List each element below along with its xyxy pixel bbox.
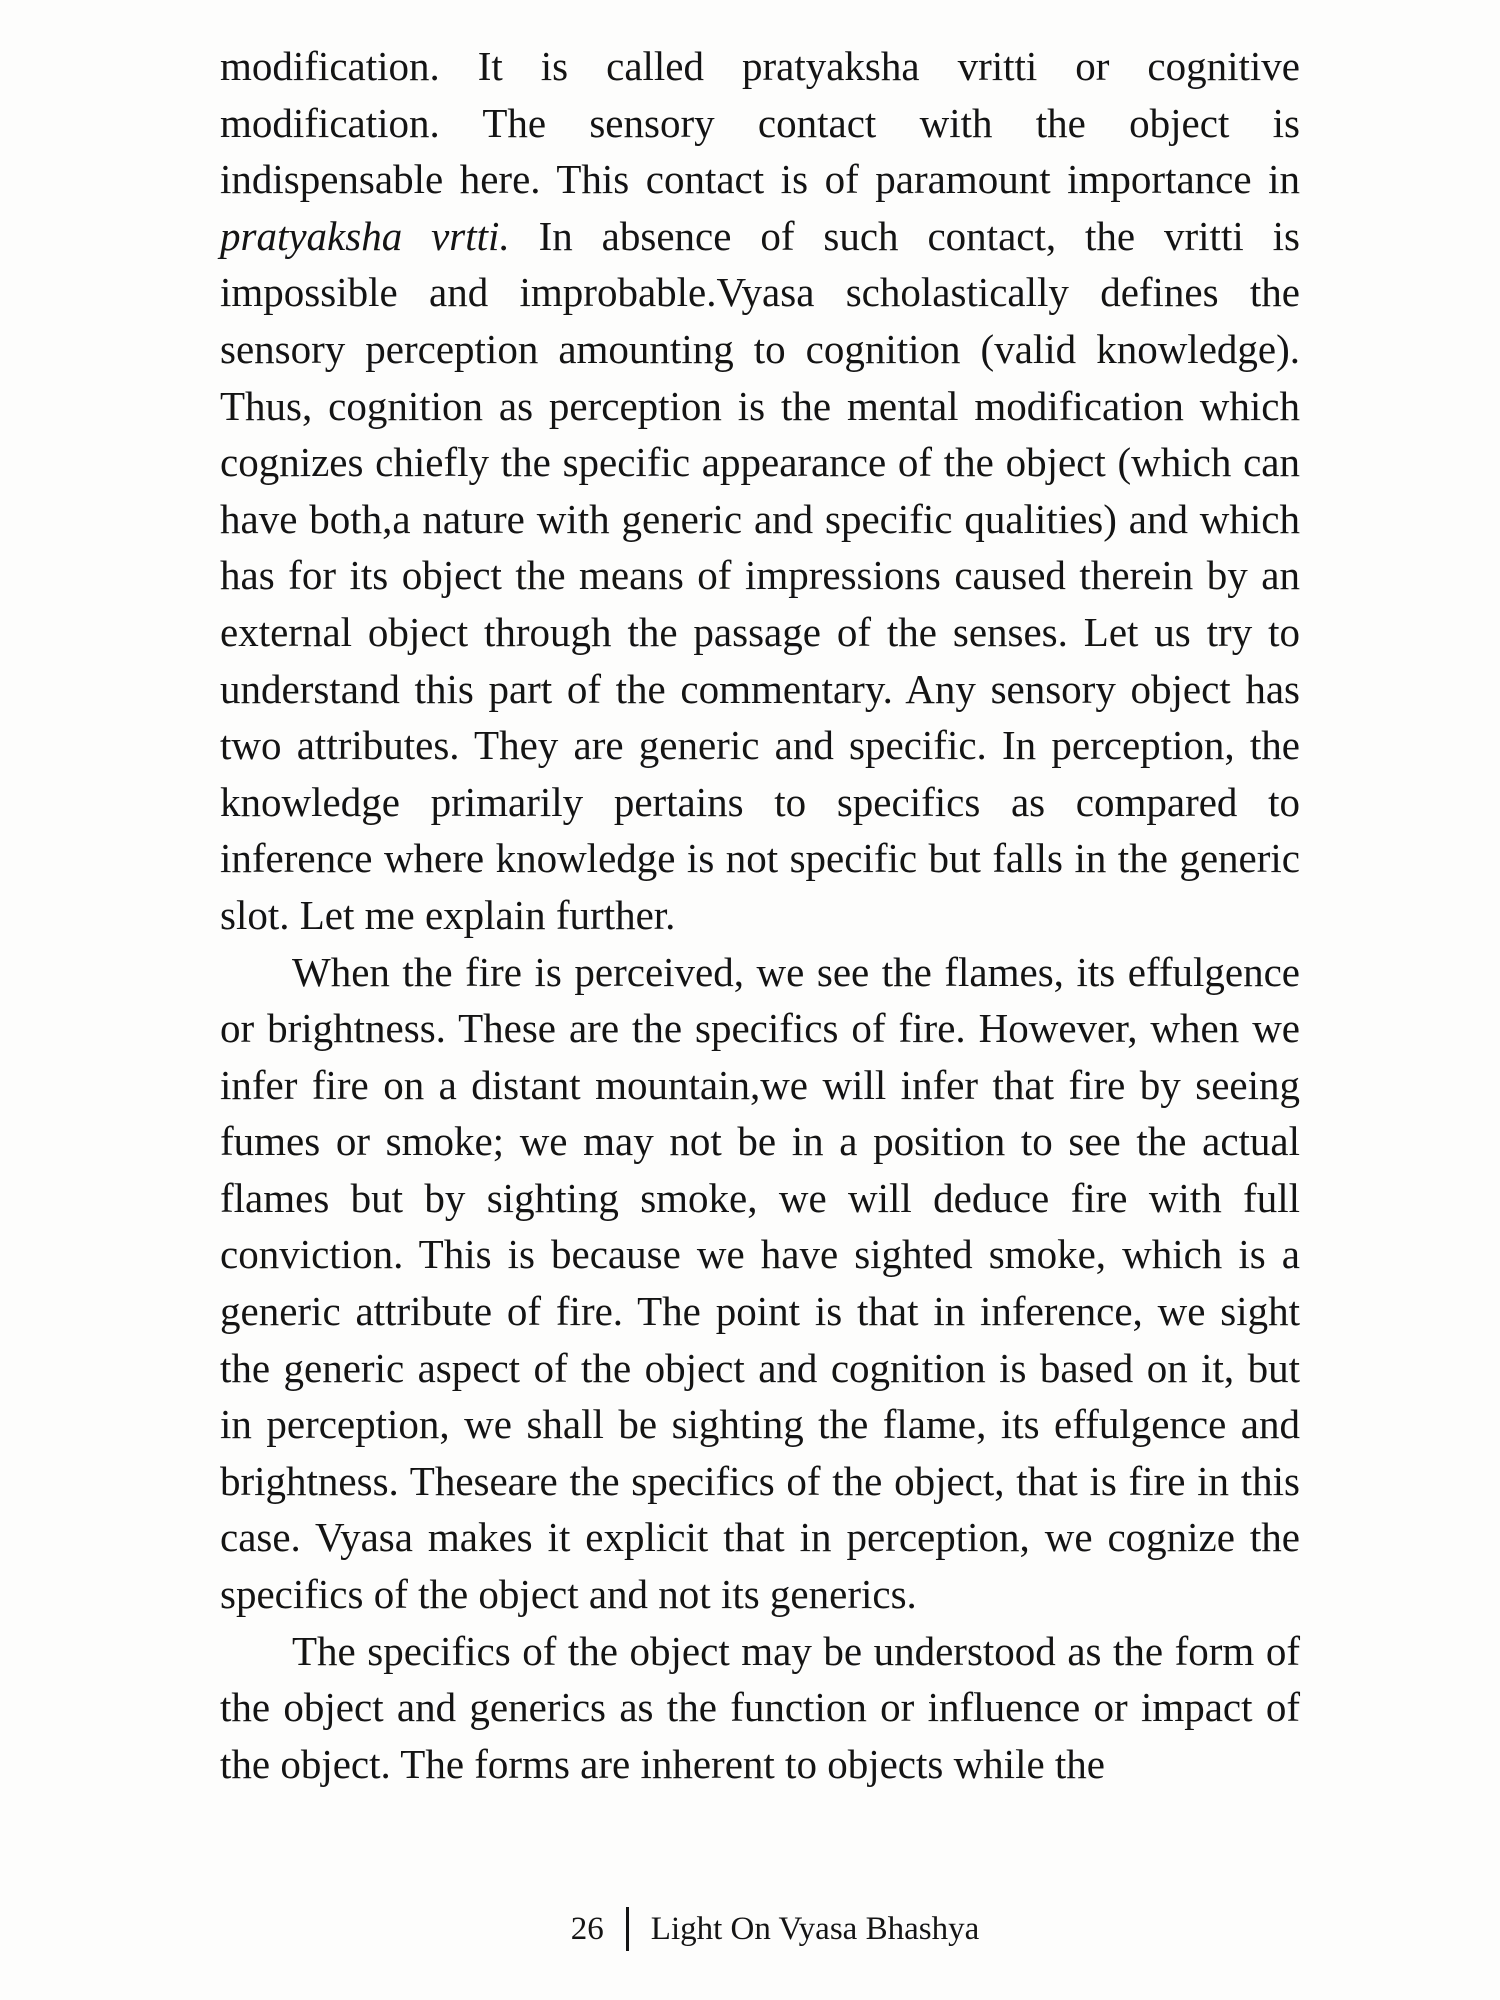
paragraph-1-text-b: In absence of such contact, the vritti is impossible and improbable.Vyasa scholastically defines the sensory perception amounting to cognition (valid knowledge). Thus, cognition as perception is the mental modification which cognizes chiefly the specific appearance of the object (which can have both,a nature with generic and specific qualities) and which has for its object the means of impressions caused therein by an external object through the passage of the senses. Let us try to understand this part of the commentary. Any sensory object has two attributes. They are generic and specific. In perception, the knowledge primarily pertains to specifics as compared to inference where knowledge is not specific but falls in the generic slot. Let me explain further. bbox=[220, 212, 1300, 938]
paragraph-2: When the fire is perceived, we see the flames, its effulgence or brightness. These are the specifics of fire. However, when we infer fire on a distant mountain,we will infer that fire by seeing fumes or smoke; we may not be in a position to see the actual flames but by sighting smoke, we will deduce fire with full conviction. This is because we have sighted smoke, which is a generic attribute of fire. The point is that in inference, we sight the generic aspect of the object and cognition is based on it, but in perception, we shall be sighting the flame, its effulgence and brightness. Theseare the specifics of the object, that is fire in this case. Vyasa makes it explicit that in perception, we cognize the specifics of the object and not its generics. bbox=[220, 948, 1300, 1618]
italic-term: pratyaksha vrtti. bbox=[220, 212, 510, 259]
page-footer bbox=[0, 1904, 1500, 1954]
body-text bbox=[220, 38, 1300, 1792]
book-title: Light On Vyasa Bhashya bbox=[650, 1910, 980, 1947]
paragraph-3: The specifics of the object may be understood as the form of the object and generics as the function or influence or impact of the object. The forms are inherent to objects while the bbox=[220, 1627, 1300, 1787]
paragraph-1 bbox=[220, 38, 1300, 944]
paragraph-1-text-a: modification. It is called pratyaksha vritti or cognitive modification. The sensory contact with the object is indispensable here. This contact is of paramount importance in bbox=[220, 43, 1300, 203]
page-number: 26 bbox=[570, 1910, 604, 1947]
footer-separator bbox=[626, 1907, 629, 1951]
